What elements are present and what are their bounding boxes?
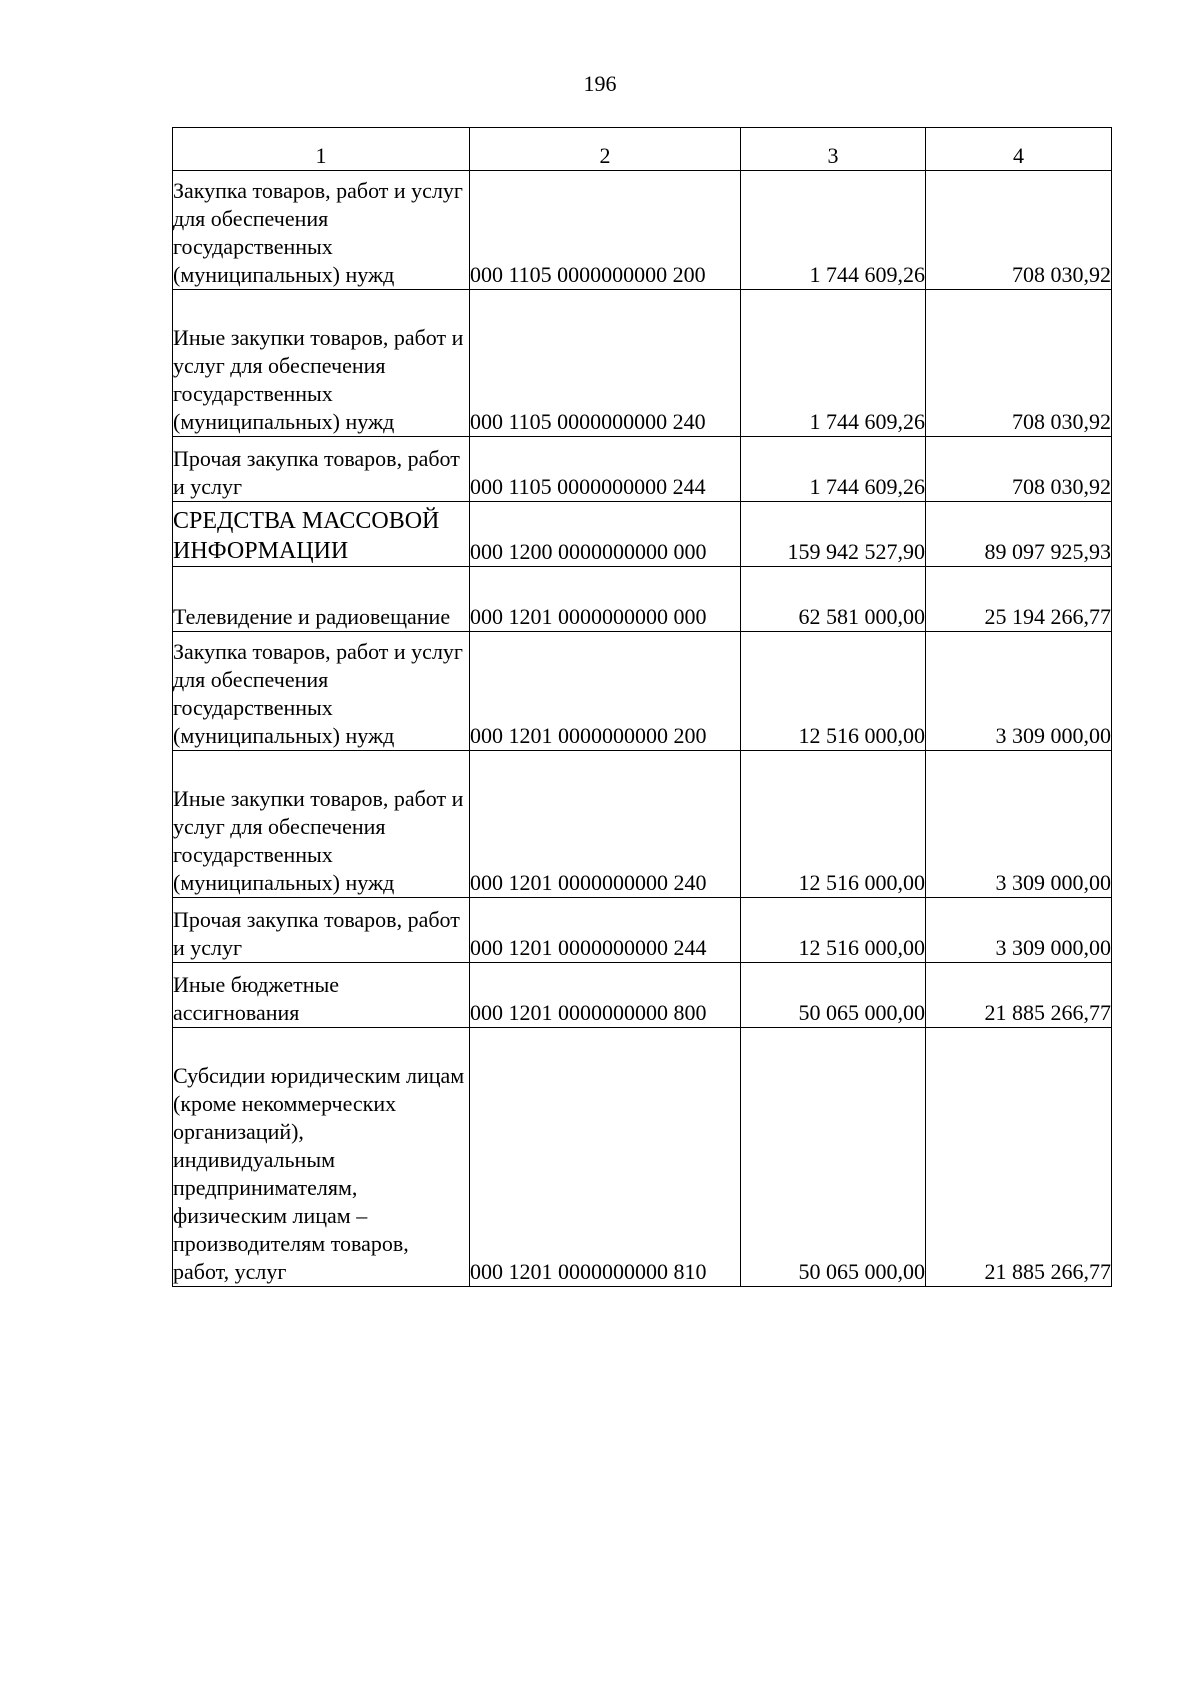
row-value-4: 21 885 266,77	[926, 1028, 1112, 1287]
row-name: Иные закупки товаров, работ и услуг для обеспечения государственных (муниципальных) нужд	[173, 290, 470, 437]
row-code: 000 1201 0000000000 240	[470, 751, 741, 898]
row-code: 000 1105 0000000000 244	[470, 437, 741, 502]
row-value-3: 1 744 609,26	[741, 290, 926, 437]
row-code: 000 1201 0000000000 200	[470, 632, 741, 751]
row-value-3: 50 065 000,00	[741, 963, 926, 1028]
row-value-4: 708 030,92	[926, 290, 1112, 437]
row-value-4: 89 097 925,93	[926, 502, 1112, 567]
row-value-4: 708 030,92	[926, 171, 1112, 290]
row-name: Прочая закупка товаров, работ и услуг	[173, 437, 470, 502]
row-code: 000 1201 0000000000 244	[470, 898, 741, 963]
row-name: Иные закупки товаров, работ и услуг для обеспечения государственных (муниципальных) нужд	[173, 751, 470, 898]
table-row	[173, 751, 1112, 898]
row-code: 000 1105 0000000000 240	[470, 290, 741, 437]
row-value-4: 21 885 266,77	[926, 963, 1112, 1028]
row-value-3: 1 744 609,26	[741, 171, 926, 290]
row-value-3: 159 942 527,90	[741, 502, 926, 567]
row-name: Прочая закупка товаров, работ и услуг	[173, 898, 470, 963]
table-row	[173, 898, 1112, 963]
row-value-3: 12 516 000,00	[741, 632, 926, 751]
table-row	[173, 567, 1112, 632]
row-value-4: 3 309 000,00	[926, 898, 1112, 963]
table-row	[173, 437, 1112, 502]
column-header: 4	[926, 128, 1112, 171]
table-row	[173, 290, 1112, 437]
table-row	[173, 171, 1112, 290]
row-name: Телевидение и радиовещание	[173, 567, 470, 632]
page-number: 196	[583, 71, 617, 96]
table-row	[173, 1028, 1112, 1287]
table-header-row	[173, 128, 1112, 171]
row-code: 000 1200 0000000000 000	[470, 502, 741, 567]
row-value-4: 25 194 266,77	[926, 567, 1112, 632]
row-name: Иные бюджетные ассигнования	[173, 963, 470, 1028]
table-row	[173, 502, 1112, 567]
table-row	[173, 963, 1112, 1028]
row-value-4: 3 309 000,00	[926, 632, 1112, 751]
row-code: 000 1201 0000000000 800	[470, 963, 741, 1028]
row-name: СРЕДСТВА МАССОВОЙ ИНФОРМАЦИИ	[173, 502, 470, 567]
row-value-3: 1 744 609,26	[741, 437, 926, 502]
row-value-4: 3 309 000,00	[926, 751, 1112, 898]
row-name: Закупка товаров, работ и услуг для обеспечения государственных (муниципальных) нужд	[173, 171, 470, 290]
row-code: 000 1201 0000000000 810	[470, 1028, 741, 1287]
row-value-3: 12 516 000,00	[741, 751, 926, 898]
row-code: 000 1105 0000000000 200	[470, 171, 741, 290]
budget-table	[172, 127, 1112, 1287]
row-name: Субсидии юридическим лицам (кроме некоммерческих организаций), индивидуальным предпринимателям, физическим лицам – производителям товаров, работ, услуг	[173, 1028, 470, 1287]
row-value-3: 50 065 000,00	[741, 1028, 926, 1287]
table-row	[173, 632, 1112, 751]
row-code: 000 1201 0000000000 000	[470, 567, 741, 632]
row-name: Закупка товаров, работ и услуг для обеспечения государственных (муниципальных) нужд	[173, 632, 470, 751]
column-header: 2	[470, 128, 741, 171]
row-value-3: 62 581 000,00	[741, 567, 926, 632]
row-value-3: 12 516 000,00	[741, 898, 926, 963]
column-header: 1	[173, 128, 470, 171]
column-header: 3	[741, 128, 926, 171]
row-value-4: 708 030,92	[926, 437, 1112, 502]
